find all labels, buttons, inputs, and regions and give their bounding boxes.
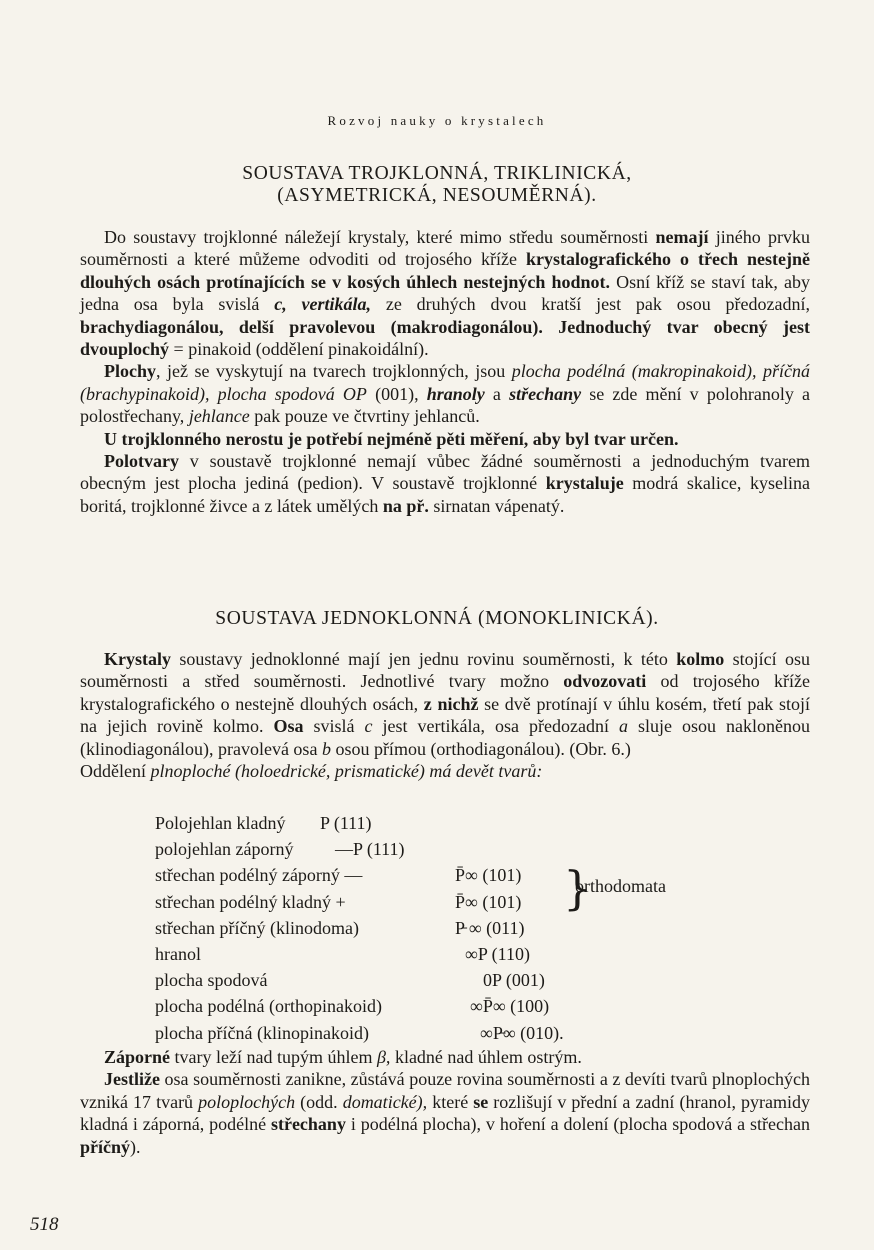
running-head: Rozvoj nauky o krystalech (327, 113, 547, 128)
form-symbol: —P (111) (335, 839, 405, 860)
form-symbol: 0P (001) (483, 970, 545, 991)
form-symbol: ∞P (110) (465, 943, 530, 964)
section-title-triclinic-line1: SOUSTAVA TROJKLONNÁ, TRIKLINICKÁ, (242, 163, 632, 184)
paragraph-triclinic-hemihedral: Polotvary v soustavě trojklonné nemají vůbec žádné souměrnosti a jednoduchým tvarem obecným jest plocha jediná (pedion). V soustavě trojklonné krystaluje modrá skalice, kyselina boritá, trojklonné živce a z látek umělých na př. sirnatan vápenatý. (80, 451, 810, 516)
form-name: plocha podélná (orthopinakoid) (155, 996, 382, 1017)
orthodomata-brace: } (563, 861, 593, 915)
form-row (155, 993, 755, 1019)
form-name: střechan podélný kladný + (155, 891, 346, 912)
paragraph-monoclinic-intro: Krystaly soustavy jednoklonné mají jen jednu rovinu souměrnosti, k této kolmo stojící osu souměrnosti a střed souměrnosti. Jednotlivé tvary možno odvozovati od trojosého kříže krystalografického o nestejně dlouhých osách, z nichž se dvě protínají v úhlu kosém, třetí pak stojí na jejich rovině kolmo. Osa svislá c jest vertikála, osa předozadní a sluje osou nakloněnou (klinodiagonálou), pravolevá osa b osou přímou (orthodiagonálou). (Obr. 6.) (80, 649, 810, 759)
form-row (155, 915, 755, 941)
monoclinic-hemihedral-text (80, 1046, 810, 1158)
triclinic-text (80, 226, 810, 517)
form-symbol: P (111) (320, 813, 372, 833)
section-title-monoclinic: SOUSTAVA JEDNOKLONNÁ (MONOKLINICKÁ). (215, 608, 659, 629)
form-symbol: P̄∞ (101) (455, 891, 522, 912)
section-title-triclinic-line2: (ASYMETRICKÁ, NESOUMĚRNÁ). (277, 185, 597, 206)
page-number: 518 (30, 1214, 59, 1235)
form-name: Polojehlan kladný (155, 813, 286, 833)
form-row (155, 941, 755, 967)
form-name: hranol (155, 943, 201, 964)
form-row (155, 1020, 755, 1046)
paragraph-triclinic-intro: Do soustavy trojklonné náležejí krystaly, které mimo středu souměrnosti nemají jiného prvku souměrnosti a které můžeme odvoditi od trojosého kříže krystalografického o třech nestejně dlouhých osách protínajících se v kosých úhlech nestejných hodnot. Osní kříž se staví tak, aby jedna osa byla svislá c, vertikála, ze druhých dvou kratší jest pak osou předozadní, brachydiagonálou, delší pravolevou (makrodiagonálou). Jednoduchý tvar obecný jest dvouplochý = pinakoid (oddělení pinakoidální). (80, 227, 811, 360)
form-row (155, 810, 755, 836)
form-row (155, 836, 755, 862)
form-name: střechan příčný (klinodoma) (155, 917, 359, 938)
form-symbol: ∞P̵∞ (010). (480, 1022, 564, 1043)
paragraph-negative-forms: Záporné tvary leží nad tupým úhlem β, kladné nad úhlem ostrým. (104, 1047, 582, 1067)
forms-list (155, 810, 755, 1046)
form-name: polojehlan záporný (155, 839, 294, 860)
form-name: střechan podélný záporný — (155, 865, 363, 886)
paragraph-holohedral-forms: Oddělení plnoploché (holoedrické, prismatické) má devět tvarů: (80, 761, 543, 782)
form-row (155, 967, 755, 993)
orthodomata-label: orthodomata (575, 876, 666, 896)
form-name: plocha příčná (klinopinakoid) (155, 1022, 369, 1043)
form-symbol: ∞P̄∞ (100) (470, 996, 550, 1017)
paragraph-triclinic-faces: Plochy, jež se vyskytují na tvarech trojklonných, jsou plocha podélná (makropinakoid), příčná (brachypinakoid), plocha spodová OP (001), hranoly a střechany se zde mění v polohranoly a polostřechany, jehlance pak pouze ve čtvrtiny jehlanců. (80, 361, 811, 427)
paragraph-hemihedral-forms: Jestliže osa souměrnosti zanikne, zůstává pouze rovina souměrnosti a z devíti tvarů plnoplochých vzniká 17 tvarů poloplochých (odd. domatické), které se rozlišují v přední a zadní (hranol, pyramidy kladná i záporná, podélné střechany i podélná plocha), v hoření a dolení (plocha spodová a střechan příčný). (80, 1069, 811, 1157)
form-symbol: P̄∞ (101) (455, 865, 522, 886)
form-name: plocha spodová (155, 970, 268, 991)
monoclinic-text (80, 648, 810, 782)
paragraph-triclinic-measurement: U trojklonného nerostu je potřebí nejméně pěti měření, aby byl tvar určen. (104, 428, 679, 449)
form-symbol: P̵ ∞ (011) (455, 917, 525, 938)
